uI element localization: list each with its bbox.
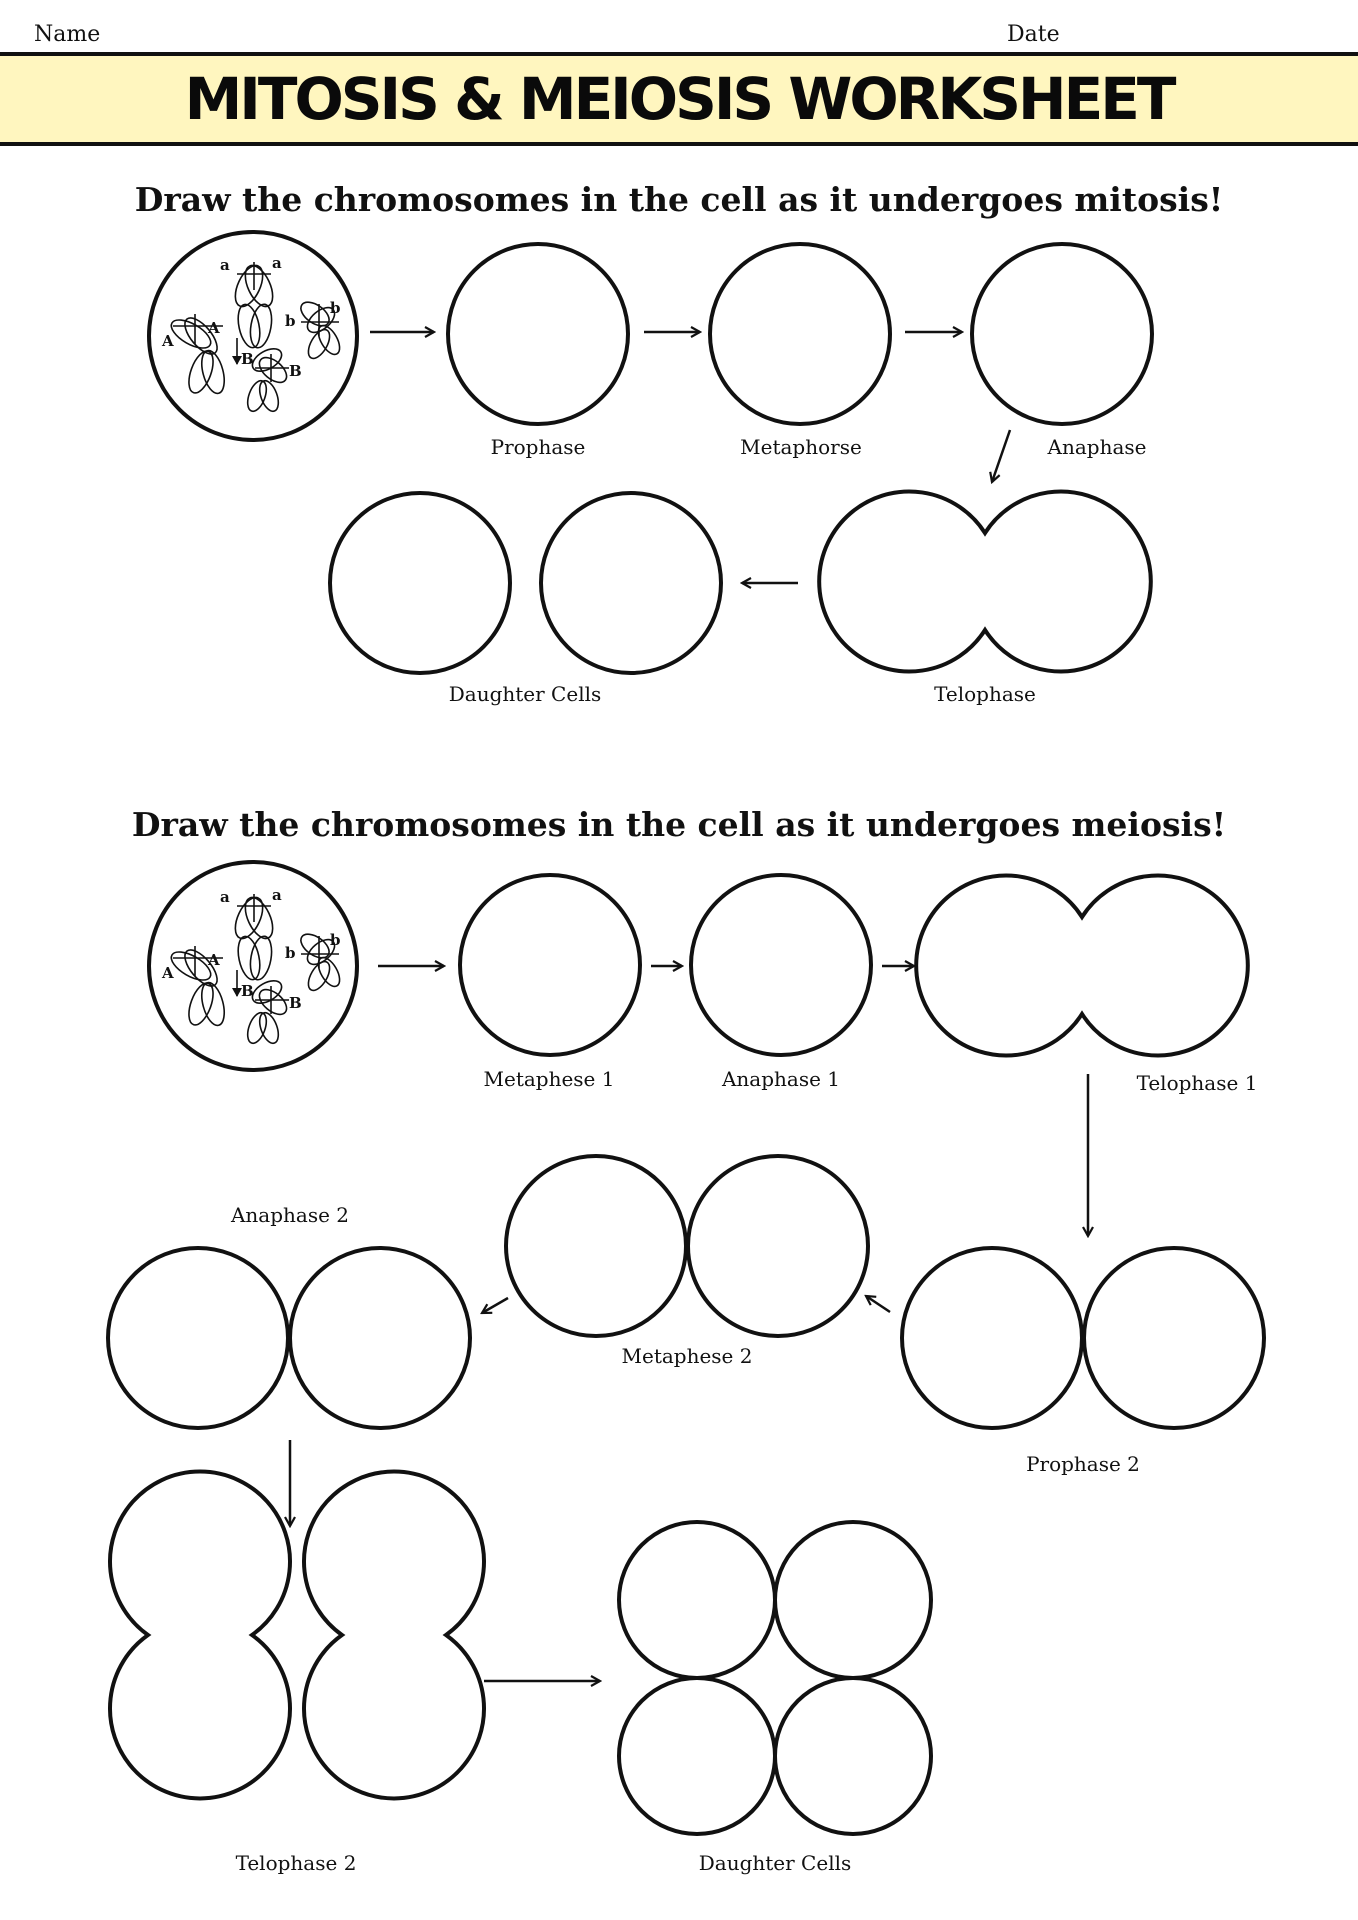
- chromosome-label-B: B: [241, 982, 254, 1000]
- page-title: MITOSIS & MEIOSIS WORKSHEET: [184, 65, 1174, 133]
- cell-telophase-2: [304, 1472, 484, 1799]
- chromosome-label-B: B: [289, 994, 302, 1012]
- cell-anaphase-2: [290, 1248, 470, 1428]
- label-daughter-cells: Daughter Cells: [448, 682, 602, 706]
- name-label: Name: [34, 22, 101, 47]
- mitosis-parent-cell: [149, 232, 357, 440]
- chromosome-label-b: b: [330, 931, 341, 949]
- chromosome-label-A: A: [208, 951, 220, 969]
- chromosome-label-A: A: [162, 332, 174, 350]
- cell-telophase-2: [110, 1472, 290, 1799]
- chromosome-label-a: a: [220, 256, 230, 274]
- date-label: Date: [1007, 22, 1060, 47]
- chromosome-label-a: a: [220, 888, 230, 906]
- label-anaphase-1: Anaphase 1: [721, 1067, 841, 1091]
- label-metaphase: Metaphorse: [740, 435, 862, 459]
- cell-anaphase: [972, 244, 1152, 424]
- cell-metaphase: [710, 244, 890, 424]
- chromosome-label-b: b: [330, 299, 341, 317]
- label-prophase: Prophase: [490, 435, 586, 459]
- cell-anaphase-1: [691, 875, 871, 1055]
- chromosome-label-b: b: [285, 944, 296, 962]
- chromosome-label-a: a: [272, 254, 282, 272]
- chromosome-label-B: B: [241, 350, 254, 368]
- label-anaphase-2: Anaphase 2: [230, 1203, 350, 1227]
- cell-prophase-2: [902, 1248, 1082, 1428]
- chromosome-label-B: B: [289, 362, 302, 380]
- daughter-cell: [775, 1678, 931, 1834]
- daughter-cell: [619, 1522, 775, 1678]
- arrow-up-left: [866, 1296, 890, 1312]
- label-telophase-1: Telophase 1: [1136, 1071, 1258, 1095]
- cell-metaphase-2: [688, 1156, 868, 1336]
- cell-anaphase-2: [108, 1248, 288, 1428]
- mitosis-instruction: Draw the chromosomes in the cell as it undergoes mitosis!: [134, 180, 1224, 219]
- cell-metaphase-1: [460, 875, 640, 1055]
- daughter-cell: [541, 493, 721, 673]
- arrow-down-left: [482, 1298, 508, 1313]
- cell-telophase: [819, 491, 1151, 671]
- label-metaphase-1: Metaphese 1: [483, 1067, 615, 1091]
- meiosis-instruction: Draw the chromosomes in the cell as it undergoes meiosis!: [131, 805, 1227, 844]
- chromosome-label-a: a: [272, 886, 282, 904]
- daughter-cell: [619, 1678, 775, 1834]
- daughter-cell: [330, 493, 510, 673]
- label-telophase: Telophase: [934, 682, 1036, 706]
- chromosome-label-b: b: [285, 312, 296, 330]
- chromosome-label-A: A: [208, 319, 220, 337]
- cell-prophase-2: [1084, 1248, 1264, 1428]
- label-daughter-cells: Daughter Cells: [698, 1851, 852, 1875]
- label-telophase-2: Telophase 2: [235, 1851, 357, 1875]
- meiosis-parent-cell: [149, 862, 357, 1070]
- label-prophase-2: Prophase 2: [1026, 1452, 1140, 1476]
- label-anaphase: Anaphase: [1047, 435, 1147, 459]
- label-metaphase-2: Metaphese 2: [621, 1344, 753, 1368]
- cell-prophase: [448, 244, 628, 424]
- chromosome-label-A: A: [162, 964, 174, 982]
- cell-metaphase-2: [506, 1156, 686, 1336]
- arrow-down: [992, 430, 1010, 482]
- daughter-cell: [775, 1522, 931, 1678]
- cell-telophase-1: [916, 876, 1248, 1056]
